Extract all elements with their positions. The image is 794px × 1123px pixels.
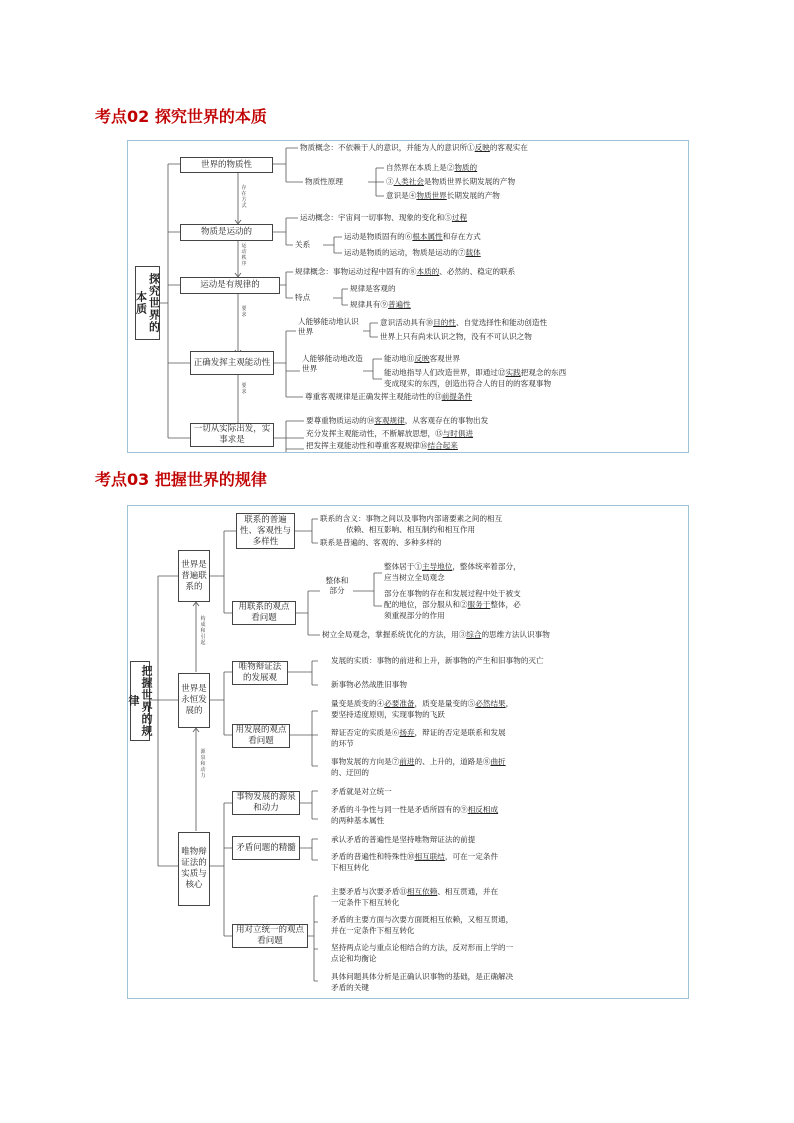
matter-principle-1 xyxy=(386,163,477,173)
seek-truth-1 xyxy=(306,416,488,426)
box-connection-nature xyxy=(236,513,295,549)
text: 把发挥主观能动性和尊重客观规律⑯ xyxy=(306,441,428,450)
section-02-root-box xyxy=(135,266,160,340)
answer: 本质的 xyxy=(416,267,440,276)
box-view-by-development xyxy=(232,724,290,748)
whole-part-2a: 部分在事物的存在和发展过程中处于被支 xyxy=(384,589,521,598)
seek-truth-2 xyxy=(306,429,473,439)
concrete-analysis-2: 矛盾的关键 xyxy=(331,983,369,992)
feature-1: 规律是客观的 xyxy=(350,284,396,293)
box-matter-moving xyxy=(180,224,273,241)
answer: 必要准备 xyxy=(384,699,415,708)
answer: 综合 xyxy=(466,630,482,639)
struggle-identity-1 xyxy=(331,805,498,815)
text: ③ xyxy=(386,177,394,186)
text: 规律具有⑨ xyxy=(350,300,388,309)
struggle-identity-2: 的两种基本属性 xyxy=(331,816,385,825)
box-label: 世界的物质性 xyxy=(200,159,252,170)
text: 充分发挥主观能动性，不断解放思想，⑮ xyxy=(306,429,443,438)
connection-meaning-1: 联系的含义：事物之间以及事物内部诸要素之间的相互 xyxy=(320,514,503,523)
new-beats-old: 新事物必然战胜旧事物 xyxy=(331,680,407,689)
answer: 主导地位 xyxy=(421,562,453,571)
answer: 结合起来 xyxy=(427,441,458,450)
change-world-label: 人能够能动地改造世界 xyxy=(302,354,363,373)
box-label: 唯物辩证法的发展观 xyxy=(238,662,282,683)
change-world-2a xyxy=(384,368,566,378)
answer: 过程 xyxy=(451,213,468,222)
text: 和存在方式 xyxy=(442,232,481,241)
text: ，可在一定条件 xyxy=(444,852,499,861)
text: ，辩证的否定是联系和发展 xyxy=(414,728,506,737)
text: 物质概念：不依赖于人的意识，并能为人的意识所① xyxy=(300,143,475,152)
answer: 相互联结 xyxy=(414,852,445,861)
two-point-theory-1: 坚持两点论与重点论相结合的方法，反对形而上学的一 xyxy=(331,943,514,952)
box-dialectics-core xyxy=(178,832,210,906)
development-essence: 发展的实质：事物的前进和上升，新事物的产生和旧事物的灭亡 xyxy=(331,656,544,665)
concrete-analysis-1: 具体问题具体分析是正确认识事物的基础，是正确解决 xyxy=(331,972,514,981)
link-label-source: 源泉和动力 xyxy=(200,749,206,779)
box-label: 物质是运动的 xyxy=(200,227,252,237)
change-world-2b: 变成现实的东西，创造出符合人的目的的客观事物 xyxy=(384,379,552,388)
feature-2 xyxy=(350,300,411,310)
box-seek-truth xyxy=(190,423,274,447)
whole-part-1a xyxy=(384,562,521,572)
overall-view xyxy=(322,630,550,640)
relation-label: 关系 xyxy=(295,240,311,249)
universality-particularity-1 xyxy=(331,852,498,862)
whole-part-1b: 应当树立全局观念 xyxy=(384,573,445,582)
answer: 物质世界 xyxy=(416,191,447,200)
text: 客观世界 xyxy=(429,354,460,363)
answer: 实践 xyxy=(505,368,521,377)
answer: 物质的 xyxy=(454,163,478,172)
box-label: 用对立统一的观点看问题 xyxy=(235,925,304,946)
answer: 客观规律 xyxy=(374,416,405,425)
box-label: 世界是普遍联系的 xyxy=(181,559,207,592)
text: 辩证否定的实质是⑥ xyxy=(331,728,400,737)
box-subjective-initiative xyxy=(190,351,274,375)
answer: 普遍性 xyxy=(387,300,411,309)
matter-principle-3 xyxy=(386,191,500,201)
answer: 与时俱进 xyxy=(442,429,474,438)
principal-aspect-2: 并在一定条件下相互转化 xyxy=(331,926,415,935)
answer: 根本属性 xyxy=(412,232,443,241)
development-direction-2: 的、迂回的 xyxy=(331,768,369,777)
feature-label: 特点 xyxy=(295,293,311,302)
text: 矛盾的普遍性和特殊性⑩ xyxy=(331,852,415,861)
answer: 相反相成 xyxy=(467,805,499,814)
principal-contradiction-1 xyxy=(331,887,498,897)
text: 、相互贯通，并在 xyxy=(437,887,499,896)
law-concept xyxy=(295,267,515,277)
box-label: 用联系的观点看问题 xyxy=(238,602,290,623)
matter-principle-2 xyxy=(386,177,515,187)
answer: 必然结果 xyxy=(475,699,506,708)
text: 的、上升的，道路是⑧ xyxy=(414,757,491,766)
dialectical-negation-2: 的环节 xyxy=(331,739,354,748)
text: 、自觉选择性和能动创造性 xyxy=(455,318,548,327)
matter-concept xyxy=(300,143,528,153)
text: ，从客观存在的事物出发 xyxy=(404,416,489,425)
know-world-2: 世界上只有尚未认识之物，没有不可认识之物 xyxy=(380,332,532,341)
text: 尊重客观规律是正确发挥主观能动性的⑬ xyxy=(305,392,442,401)
motion-concept xyxy=(300,213,467,223)
universality-premise: 承认矛盾的普遍性是坚持唯物辩证法的前提 xyxy=(331,835,476,844)
whole-part-2c: 须重视部分的作用 xyxy=(384,611,445,620)
box-label: 事物发展的源泉和动力 xyxy=(236,792,296,813)
principal-aspect-1: 矛盾的主要方面与次要方面既相互依赖，又相互贯通， xyxy=(331,915,514,924)
answer: 人类社会 xyxy=(393,177,424,186)
box-label: 正确发挥主观能动性 xyxy=(193,357,271,368)
text: 是物质世界长期发展的产物 xyxy=(423,177,516,186)
text: 量变是质变的④ xyxy=(331,699,385,708)
text: ，质变是量变的⑤ xyxy=(414,699,476,708)
answer: 相互依赖 xyxy=(406,887,438,896)
box-label: 一切从实际出发，实事求是 xyxy=(193,424,271,445)
connection-meaning-2: 依赖、相互影响、相互制约和相互作用 xyxy=(346,525,476,534)
section-03-panel xyxy=(127,505,689,999)
text: 运动是物质固有的⑥ xyxy=(344,232,413,241)
text: 自然界在本质上是② xyxy=(386,163,455,172)
section-03-root-box xyxy=(127,661,153,741)
text: 树立全局观念，掌握系统优化的方法，用③ xyxy=(322,630,467,639)
answer: 反映 xyxy=(474,143,490,152)
text: ，整体统率着部分， xyxy=(452,562,521,571)
two-point-theory-2: 点论和均衡论 xyxy=(331,954,377,963)
text: 的思维方法认识事物 xyxy=(481,630,550,639)
box-label: 运动是有规律的 xyxy=(200,280,260,290)
box-label: 用发展的观点看问题 xyxy=(235,725,287,746)
box-label: 唯物辩证法的实质与核心 xyxy=(181,847,207,890)
whole-part-label: 整体和部分 xyxy=(325,576,349,595)
whole-part-2b xyxy=(384,600,521,610)
text: 意识活动具有⑩ xyxy=(380,318,434,327)
change-world-1 xyxy=(384,354,460,364)
text: 运动是物质的运动，物质是运动的⑦ xyxy=(344,248,466,257)
box-view-by-connection xyxy=(232,601,296,625)
answer: 扬弃 xyxy=(399,728,415,737)
box-label: 联系的普遍性、客观性与多样性 xyxy=(239,514,291,547)
text: 长期发展的产物 xyxy=(446,191,500,200)
text: 意识是④ xyxy=(386,191,417,200)
box-source-power xyxy=(232,791,300,815)
box-label: 世界是永恒发展的 xyxy=(181,684,207,716)
connection-universal: 联系是普遍的、客观的、多种多样的 xyxy=(320,538,442,547)
know-world-1 xyxy=(380,318,547,328)
link-label-requirement-2: 要求 xyxy=(241,383,247,395)
box-world-material xyxy=(180,157,273,173)
development-direction-1 xyxy=(331,757,506,767)
box-unity-of-opposites xyxy=(232,924,308,948)
universality-particularity-2: 下相互转化 xyxy=(331,863,369,872)
text: 配的地位，部分服从和② xyxy=(384,600,468,609)
text: ， xyxy=(505,699,514,708)
know-world-label: 人能够能动地认识世界 xyxy=(298,317,359,336)
principal-contradiction-2: 一定条件下相互转化 xyxy=(331,898,400,907)
relation-2 xyxy=(344,248,481,258)
box-contradiction-essence xyxy=(232,836,300,860)
section-03-heading: 考点03 把握世界的规律 xyxy=(95,470,267,489)
relation-1 xyxy=(344,232,481,242)
answer: 服务于 xyxy=(467,600,491,609)
answer: 目的性 xyxy=(433,318,456,327)
text: 事物发展的方向是⑦ xyxy=(331,757,400,766)
answer: 前提条件 xyxy=(441,392,473,401)
text: 矛盾的斗争性与同一性是矛盾所固有的⑨ xyxy=(331,805,468,814)
text: 主要矛盾与次要矛盾⑪ xyxy=(331,887,407,896)
matter-principle-label: 物质性原理 xyxy=(305,177,343,186)
section-03-root-label: 把握世界的规律 xyxy=(127,665,153,737)
answer: 载体 xyxy=(465,248,481,257)
text: 、必然的、稳定的联系 xyxy=(439,267,516,276)
text: 的客观实在 xyxy=(489,143,528,152)
text: 整体居于① xyxy=(384,562,422,571)
link-label-motion-order: 运动秩序 xyxy=(241,243,247,267)
text: 运动概念：宇宙间一切事物、现象的变化和⑤ xyxy=(300,213,452,222)
respect-law xyxy=(305,392,472,402)
answer: 曲折 xyxy=(490,757,506,766)
contradiction-definition: 矛盾就是对立统一 xyxy=(331,787,392,796)
link-label-existence-form: 存在方式 xyxy=(241,185,247,209)
text: 能动地指导人们改造世界，即通过⑫ xyxy=(384,368,506,377)
box-eternal-development xyxy=(178,673,210,728)
quantity-quality-1 xyxy=(331,699,513,709)
section-02-heading: 考点02 探究世界的本质 xyxy=(95,107,267,126)
section-02-root-label: 探究世界的本质 xyxy=(134,273,161,333)
section-02-connector-lines xyxy=(128,141,688,452)
link-label-requirement-1: 要求 xyxy=(241,306,247,318)
dialectical-negation-1 xyxy=(331,728,506,738)
text: 整体，必 xyxy=(490,600,521,609)
box-development-view xyxy=(232,661,288,685)
section-02-panel xyxy=(127,140,689,453)
box-universal-connection xyxy=(178,550,210,602)
text: 能动地⑪ xyxy=(384,354,415,363)
seek-truth-3 xyxy=(306,441,458,451)
box-motion-law xyxy=(180,277,280,294)
link-label-constitute: 构成和引起 xyxy=(200,616,206,646)
text: 要尊重物质运动的⑭ xyxy=(306,416,375,425)
text: 把观念的东西 xyxy=(520,368,567,377)
text: 规律概念：事物运动过程中固有的⑧ xyxy=(295,267,417,276)
answer: 前进 xyxy=(399,757,415,766)
box-label: 矛盾问题的精髓 xyxy=(236,842,296,853)
quantity-quality-2: 要坚持适度原则，实现事物的飞跃 xyxy=(331,710,445,719)
answer: 反映 xyxy=(414,354,430,363)
